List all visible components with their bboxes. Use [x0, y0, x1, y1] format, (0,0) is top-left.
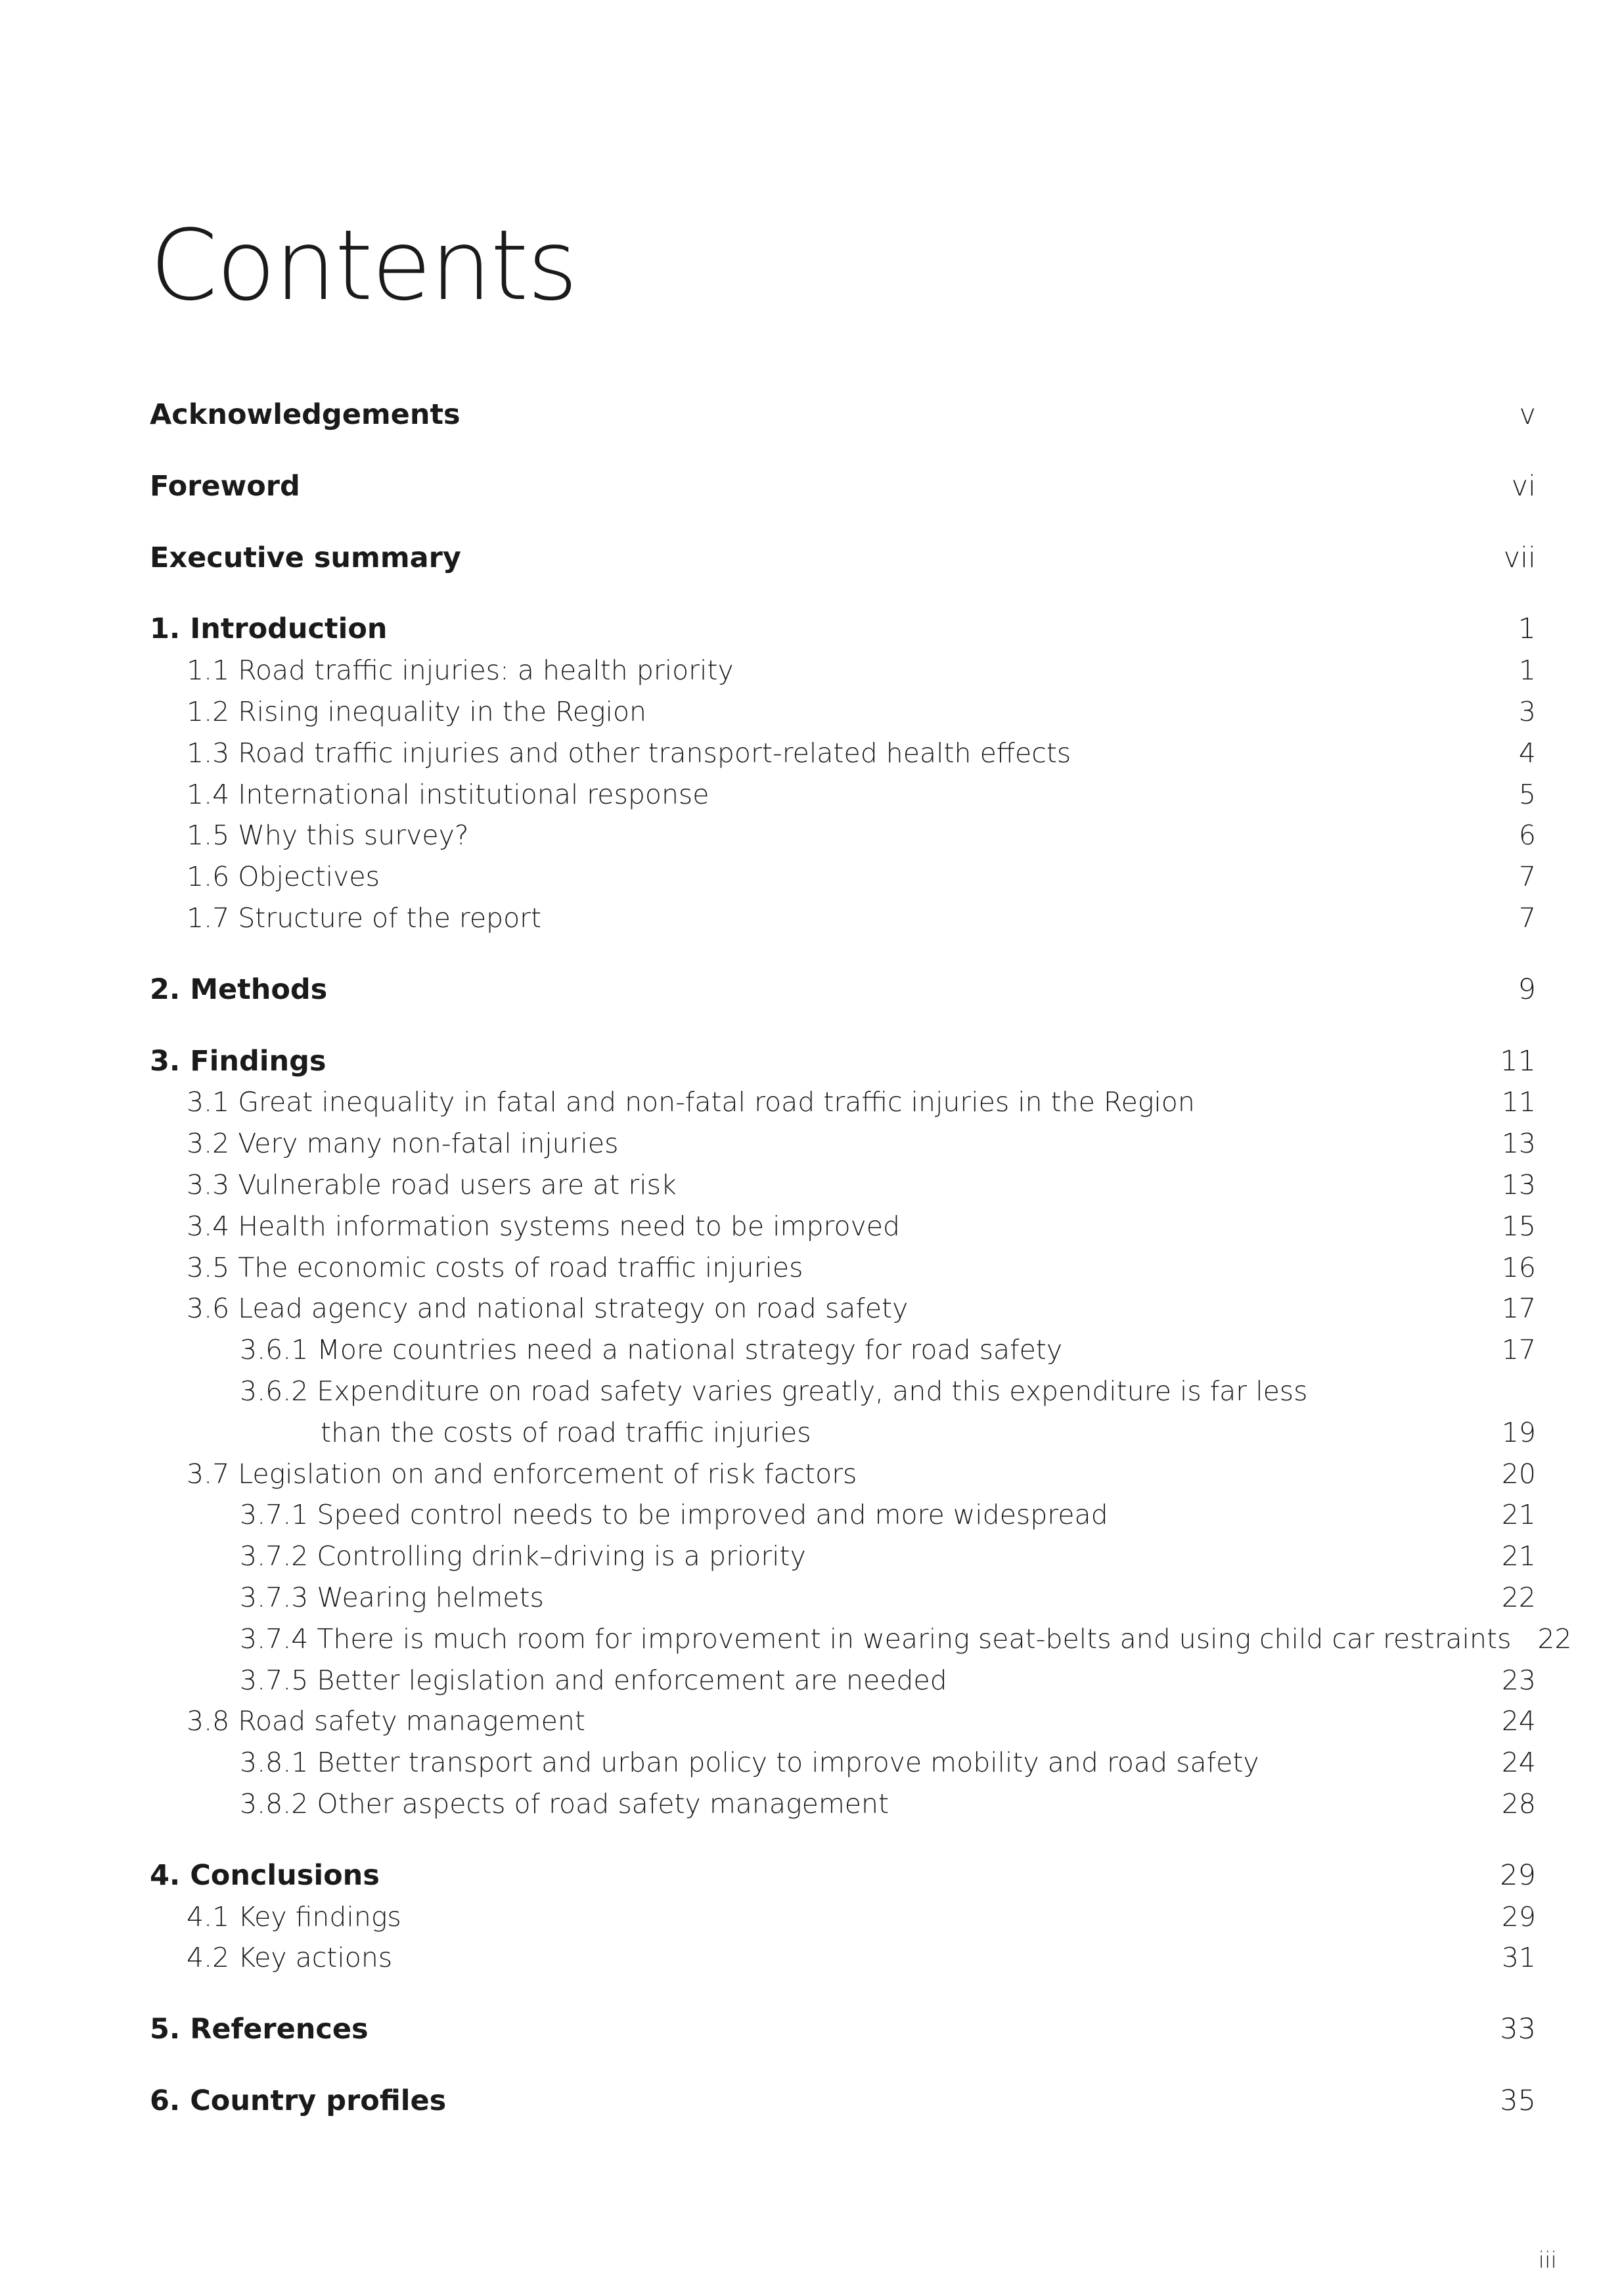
toc-entry-page: 35: [1500, 2084, 1536, 2117]
toc-entry-1-4[interactable]: [150, 774, 1536, 815]
toc-entry-page: 22: [1537, 1622, 1572, 1655]
toc-entry-label: 6. Country profiles: [150, 2084, 447, 2117]
toc-entry-3-5[interactable]: [150, 1247, 1536, 1289]
toc-entry-page: 19: [1501, 1416, 1536, 1448]
toc-entry-3-7-2[interactable]: [150, 1536, 1536, 1577]
toc-entry-3-7[interactable]: [150, 1454, 1536, 1495]
toc-entry-1-5[interactable]: [150, 815, 1536, 856]
toc-entry-page: 24: [1501, 1705, 1536, 1737]
toc-entry-1-1[interactable]: [150, 650, 1536, 691]
toc-entry-label: 4.2 Key actions: [187, 1942, 393, 1974]
toc-entry-page: 16: [1501, 1251, 1536, 1283]
toc-entry-page: 31: [1501, 1942, 1536, 1974]
toc-entry-3-6[interactable]: [150, 1288, 1536, 1329]
toc-entry-label: 1. Introduction: [150, 612, 388, 646]
toc-entry-label: 3.5 The economic costs of road traffic injuries: [187, 1251, 803, 1283]
toc-entry-3-8-2[interactable]: [150, 1783, 1536, 1825]
toc-entry-label: than the costs of road traffic injuries: [321, 1416, 811, 1448]
toc-entry-3-8[interactable]: [150, 1701, 1536, 1742]
toc-entry-page: 22: [1501, 1581, 1536, 1613]
toc-entry-label: 1.2 Rising inequality in the Region: [187, 695, 647, 727]
toc-entry-label: 1.6 Objectives: [187, 861, 380, 893]
toc-entry-methods[interactable]: [150, 969, 1536, 1011]
toc-entry-page: v: [1519, 398, 1536, 431]
toc-entry-label: 3.7.3 Wearing helmets: [240, 1581, 544, 1613]
toc-entry-label: 1.1 Road traffic injuries: a health priority: [187, 654, 734, 687]
toc-entry-label: Foreword: [150, 469, 300, 503]
toc-entry-acknowledgements[interactable]: [150, 394, 1536, 436]
toc-entry-label: 3.6 Lead agency and national strategy on road safety: [187, 1293, 909, 1325]
toc-entry-introduction[interactable]: [150, 608, 1536, 650]
toc-entry-3-7-3[interactable]: [150, 1577, 1536, 1619]
toc-entry-page: 7: [1518, 902, 1536, 934]
toc-entry-page: 5: [1518, 778, 1536, 810]
toc-entry-label: 4.1 Key findings: [187, 1900, 401, 1933]
toc-entry-label: 3.8.2 Other aspects of road safety management: [240, 1787, 889, 1820]
toc-entry-label: 1.7 Structure of the report: [187, 902, 542, 934]
toc-entry-3-8-1[interactable]: [150, 1742, 1536, 1783]
toc-entry-page: 13: [1501, 1168, 1536, 1201]
toc-entry-page: 13: [1501, 1128, 1536, 1160]
table-of-contents: [150, 394, 1572, 2122]
toc-entry-label: 3.7.2 Controlling drink–driving is a priority: [240, 1540, 806, 1573]
toc-entry-3-2[interactable]: [150, 1123, 1536, 1164]
toc-entry-page: 3: [1518, 695, 1536, 727]
toc-entry-label: 3.3 Vulnerable road users are at risk: [187, 1168, 677, 1201]
toc-entry-page: 23: [1501, 1664, 1536, 1696]
toc-entry-3-6-1[interactable]: [150, 1329, 1536, 1371]
toc-entry-3-6-2[interactable]: [150, 1371, 1536, 1412]
toc-entry-page: 24: [1501, 1747, 1536, 1779]
toc-entry-4-1[interactable]: [150, 1896, 1536, 1938]
toc-entry-1-6[interactable]: [150, 856, 1536, 898]
toc-entry-label: Executive summary: [150, 541, 461, 574]
toc-entry-3-4[interactable]: [150, 1206, 1536, 1247]
toc-entry-label: 1.3 Road traffic injuries and other transport-related health effects: [187, 737, 1071, 769]
toc-entry-label: 3.7 Legislation on and enforcement of risk factors: [187, 1458, 857, 1490]
toc-entry-label: 3.7.4 There is much room for improvement in wearing seat-belts and using child car restraints: [240, 1622, 1512, 1655]
toc-entry-page: vi: [1511, 469, 1536, 503]
toc-entry-1-2[interactable]: [150, 691, 1536, 733]
toc-entry-3-7-1[interactable]: [150, 1494, 1536, 1536]
toc-entry-page: 6: [1518, 819, 1536, 852]
toc-entry-page: 1: [1518, 654, 1536, 687]
toc-entry-label: 3.6.2 Expenditure on road safety varies greatly, and this expenditure is far less: [240, 1375, 1308, 1407]
toc-entry-label: 1.4 International institutional response: [187, 778, 709, 810]
toc-entry-3-7-5[interactable]: [150, 1660, 1536, 1701]
toc-entry-4-2[interactable]: [150, 1937, 1536, 1979]
toc-entry-page: 28: [1501, 1787, 1536, 1820]
toc-entry-label: 3.1 Great inequality in fatal and non-fatal road traffic injuries in the Region: [187, 1086, 1195, 1118]
toc-entry-page: 9: [1518, 973, 1536, 1006]
toc-entry-page: 4: [1518, 737, 1536, 769]
toc-entry-page: 11: [1501, 1086, 1536, 1118]
toc-entry-references[interactable]: [150, 2009, 1536, 2050]
toc-entry-conclusions[interactable]: [150, 1855, 1536, 1896]
toc-entry-label: 3.2 Very many non-fatal injuries: [187, 1128, 619, 1160]
toc-entry-label: Acknowledgements: [150, 398, 461, 431]
toc-entry-page: 7: [1518, 861, 1536, 893]
toc-entry-3-6-2-continued[interactable]: [150, 1412, 1536, 1454]
toc-entry-label: 3.4 Health information systems need to be improved: [187, 1210, 901, 1242]
toc-entry-page: 33: [1500, 2013, 1536, 2046]
toc-entry-foreword[interactable]: [150, 466, 1536, 507]
toc-entry-label: 3.7.5 Better legislation and enforcement are needed: [240, 1664, 947, 1696]
toc-entry-country-profiles[interactable]: [150, 2080, 1536, 2122]
toc-entry-label: 4. Conclusions: [150, 1858, 380, 1892]
toc-entry-page: 17: [1501, 1334, 1536, 1366]
toc-entry-page: 29: [1501, 1900, 1536, 1933]
toc-entry-page: 1: [1518, 612, 1536, 646]
toc-entry-page: 21: [1501, 1499, 1536, 1531]
toc-entry-page: 15: [1501, 1210, 1536, 1242]
toc-entry-1-3[interactable]: [150, 733, 1536, 774]
toc-entry-label: 3. Findings: [150, 1044, 326, 1078]
toc-entry-findings[interactable]: [150, 1041, 1536, 1082]
page-number: iii: [1538, 2247, 1557, 2274]
toc-entry-label: 5. References: [150, 2013, 369, 2046]
toc-entry-label: 3.7.1 Speed control needs to be improved and more widespread: [240, 1499, 1108, 1531]
toc-entry-page: vii: [1503, 541, 1536, 574]
page-title: Contents: [150, 209, 577, 322]
toc-entry-label: 2. Methods: [150, 973, 328, 1006]
toc-entry-label: 1.5 Why this survey?: [187, 819, 469, 852]
toc-entry-page: 20: [1501, 1458, 1536, 1490]
toc-entry-page: 21: [1501, 1540, 1536, 1573]
toc-entry-label: 3.8 Road safety management: [187, 1705, 585, 1737]
toc-entry-label: 3.6.1 More countries need a national strategy for road safety: [240, 1334, 1063, 1366]
toc-entry-label: 3.8.1 Better transport and urban policy to improve mobility and road safety: [240, 1747, 1259, 1779]
toc-entry-3-7-4[interactable]: [150, 1619, 1572, 1660]
toc-entry-executive-summary[interactable]: [150, 538, 1536, 579]
toc-entry-page: 11: [1500, 1044, 1536, 1078]
toc-entry-page: 29: [1500, 1858, 1536, 1892]
toc-entry-3-1[interactable]: [150, 1082, 1536, 1123]
toc-entry-page: 17: [1501, 1293, 1536, 1325]
toc-entry-3-3[interactable]: [150, 1164, 1536, 1206]
toc-entry-1-7[interactable]: [150, 898, 1536, 939]
